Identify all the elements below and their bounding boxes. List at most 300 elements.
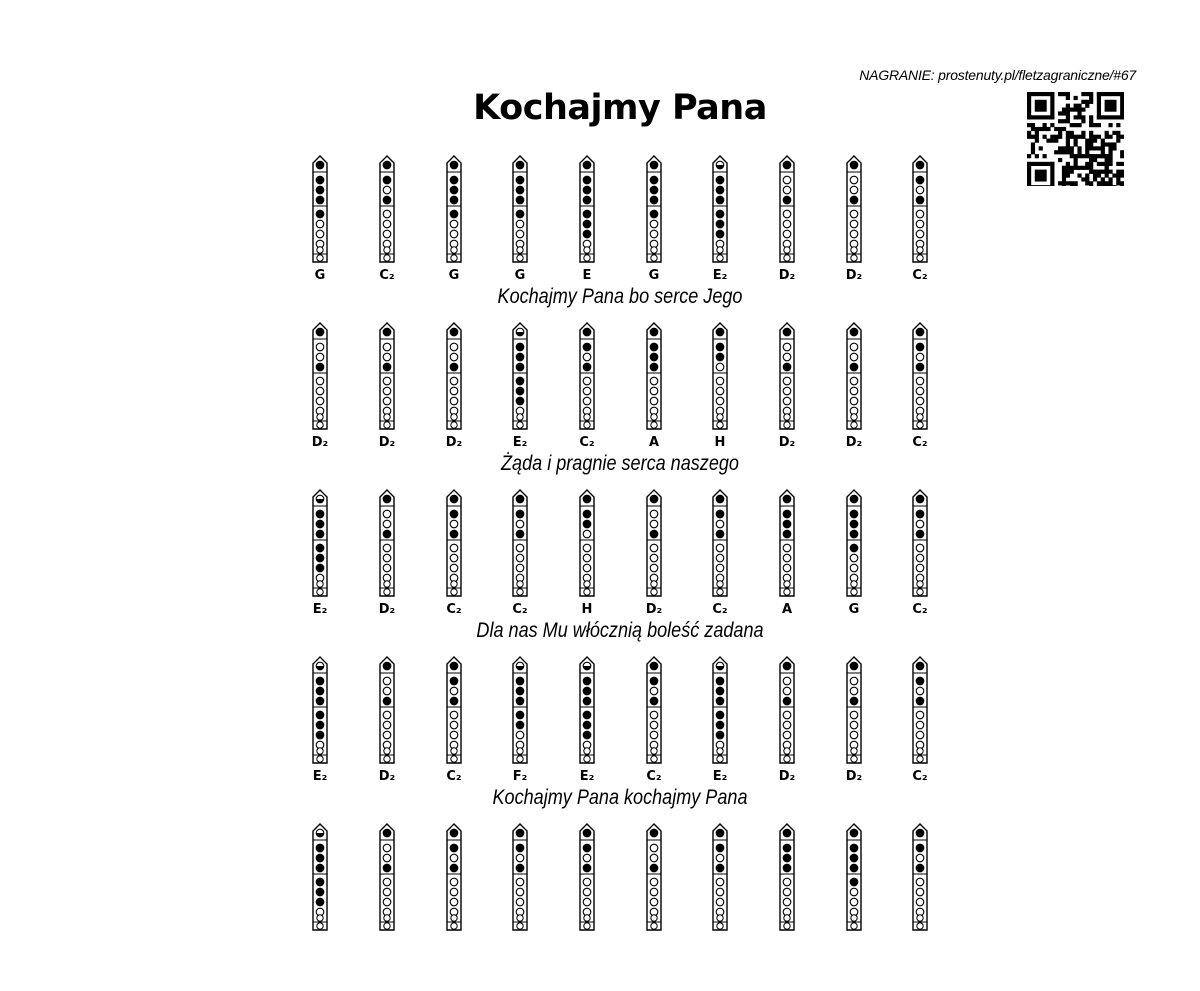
finger-hole [583, 196, 591, 204]
finger-hole [583, 363, 591, 371]
finger-hole [583, 176, 591, 184]
finger-hole [850, 520, 858, 528]
finger-hole [383, 377, 391, 385]
flute-fingering-diagram [843, 155, 865, 271]
finger-hole [516, 564, 524, 572]
thumb-hole [383, 161, 391, 169]
finger-hole [316, 677, 324, 685]
finger-hole [850, 697, 858, 705]
finger-hole [650, 196, 658, 204]
finger-hole [783, 377, 791, 385]
finger-hole [783, 230, 791, 238]
flute-fingering-diagram [643, 823, 665, 939]
finger-hole [916, 186, 924, 194]
finger-hole [516, 230, 524, 238]
flute-fingering-diagram [376, 155, 398, 271]
finger-hole [316, 176, 324, 184]
finger-hole [716, 544, 724, 552]
flute-fingering-diagram [309, 823, 331, 939]
finger-hole [716, 564, 724, 572]
finger-hole [716, 377, 724, 385]
thumb-hole [916, 495, 924, 503]
finger-hole [450, 387, 458, 395]
flute-fingering-diagram [843, 322, 865, 438]
finger-hole [716, 353, 724, 361]
finger-hole [916, 677, 924, 685]
finger-hole [783, 731, 791, 739]
finger-hole [916, 854, 924, 862]
flute-fingering-diagram [709, 155, 731, 271]
finger-hole [716, 898, 724, 906]
finger-hole [783, 564, 791, 572]
finger-hole [850, 230, 858, 238]
finger-hole [716, 363, 724, 371]
flute-fingering-diagram [776, 656, 798, 772]
finger-hole [583, 697, 591, 705]
thumb-hole [450, 829, 458, 837]
finger-hole [316, 721, 324, 729]
flute-fingering-diagram [576, 322, 598, 438]
finger-hole [583, 878, 591, 886]
finger-hole [850, 210, 858, 218]
fingering-row [0, 489, 1200, 657]
flute-fingering-diagram [843, 656, 865, 772]
finger-hole [850, 530, 858, 538]
finger-hole [916, 397, 924, 405]
finger-hole [783, 844, 791, 852]
finger-hole [650, 387, 658, 395]
finger-hole [850, 721, 858, 729]
finger-hole [916, 721, 924, 729]
thumb-hole [650, 495, 658, 503]
finger-hole [383, 387, 391, 395]
flute-fingering-diagram [576, 155, 598, 271]
finger-hole [516, 844, 524, 852]
flute-fingering-diagram [909, 322, 931, 438]
flute-fingering-diagram [509, 656, 531, 772]
finger-hole [450, 898, 458, 906]
flute-fingering-diagram [509, 155, 531, 271]
thumb-hole [650, 662, 658, 670]
finger-hole [316, 898, 324, 906]
finger-hole [316, 343, 324, 351]
note-label: D₂ [645, 602, 663, 617]
lyric-line: Żąda i pragnie serca naszego [501, 452, 739, 475]
finger-hole [783, 397, 791, 405]
thumb-hole [583, 495, 591, 503]
finger-hole [716, 697, 724, 705]
finger-hole [316, 353, 324, 361]
thumb-hole [583, 161, 591, 169]
thumb-hole [916, 328, 924, 336]
finger-hole [316, 864, 324, 872]
finger-hole [716, 711, 724, 719]
finger-hole [383, 176, 391, 184]
finger-hole [383, 687, 391, 695]
flute-fingering-diagram [909, 656, 931, 772]
fingering-row [0, 823, 1200, 991]
finger-hole [516, 888, 524, 896]
finger-hole [450, 377, 458, 385]
finger-hole [583, 377, 591, 385]
finger-hole [716, 220, 724, 228]
finger-hole [583, 520, 591, 528]
finger-hole [450, 363, 458, 371]
finger-hole [650, 687, 658, 695]
flute-fingering-diagram [709, 489, 731, 605]
finger-hole [916, 544, 924, 552]
finger-hole [316, 878, 324, 886]
finger-hole [916, 530, 924, 538]
thumb-hole [650, 829, 658, 837]
finger-hole [850, 343, 858, 351]
finger-hole [450, 520, 458, 528]
thumb-hole [916, 829, 924, 837]
finger-hole [450, 564, 458, 572]
finger-hole [450, 854, 458, 862]
finger-hole [916, 878, 924, 886]
finger-hole [450, 878, 458, 886]
finger-hole [316, 530, 324, 538]
finger-hole [850, 387, 858, 395]
finger-hole [716, 731, 724, 739]
finger-hole [783, 697, 791, 705]
finger-hole [316, 888, 324, 896]
flute-fingering-diagram [443, 322, 465, 438]
finger-hole [383, 230, 391, 238]
finger-hole [383, 220, 391, 228]
finger-hole [716, 520, 724, 528]
finger-hole [716, 554, 724, 562]
flute-fingering-diagram [776, 823, 798, 939]
note-label: H [714, 435, 726, 450]
finger-hole [516, 353, 524, 361]
finger-hole [450, 397, 458, 405]
finger-hole [383, 888, 391, 896]
finger-hole [850, 564, 858, 572]
finger-hole [850, 510, 858, 518]
finger-hole [916, 697, 924, 705]
finger-hole [916, 220, 924, 228]
thumb-hole [516, 829, 524, 837]
finger-hole [650, 888, 658, 896]
finger-hole [716, 176, 724, 184]
finger-hole [650, 898, 658, 906]
note-label: D₂ [778, 435, 796, 450]
note-label: C₂ [712, 602, 728, 617]
thumb-hole [316, 161, 324, 169]
finger-hole [316, 196, 324, 204]
finger-hole [916, 176, 924, 184]
finger-hole [716, 196, 724, 204]
finger-hole [383, 353, 391, 361]
finger-hole [783, 353, 791, 361]
note-label: D₂ [845, 435, 863, 450]
finger-hole [916, 387, 924, 395]
finger-hole [650, 844, 658, 852]
flute-fingering-diagram [709, 656, 731, 772]
finger-hole [316, 564, 324, 572]
note-label: C₂ [912, 435, 928, 450]
recording-link-label[interactable]: NAGRANIE: prostenuty.pl/fletzagraniczne/#67 [859, 67, 1136, 83]
finger-hole [783, 878, 791, 886]
finger-hole [650, 711, 658, 719]
finger-hole [516, 343, 524, 351]
thumb-hole [383, 328, 391, 336]
finger-hole [383, 210, 391, 218]
finger-hole [316, 510, 324, 518]
finger-hole [316, 186, 324, 194]
finger-hole [916, 377, 924, 385]
finger-hole [516, 397, 524, 405]
finger-hole [383, 544, 391, 552]
finger-hole [516, 687, 524, 695]
finger-hole [516, 220, 524, 228]
thumb-hole [516, 161, 524, 169]
note-label: C₂ [912, 769, 928, 784]
flute-fingering-diagram [643, 155, 665, 271]
note-label: G [648, 268, 660, 283]
note-label: D₂ [378, 602, 396, 617]
finger-hole [650, 530, 658, 538]
thumb-hole [316, 328, 324, 336]
finger-hole [783, 554, 791, 562]
finger-hole [516, 711, 524, 719]
flute-fingering-diagram [909, 823, 931, 939]
note-label: H [581, 602, 593, 617]
finger-hole [383, 554, 391, 562]
finger-hole [916, 687, 924, 695]
finger-hole [516, 377, 524, 385]
finger-hole [916, 564, 924, 572]
flute-fingering-diagram [776, 155, 798, 271]
note-label: E₂ [712, 769, 728, 784]
finger-hole [916, 520, 924, 528]
finger-hole [516, 554, 524, 562]
flute-fingering-diagram [843, 823, 865, 939]
finger-hole [850, 186, 858, 194]
finger-hole [450, 230, 458, 238]
finger-hole [783, 530, 791, 538]
finger-hole [783, 888, 791, 896]
finger-hole [450, 888, 458, 896]
finger-hole [450, 687, 458, 695]
finger-hole [850, 377, 858, 385]
finger-hole [516, 677, 524, 685]
finger-hole [650, 564, 658, 572]
finger-hole [583, 898, 591, 906]
finger-hole [450, 864, 458, 872]
finger-hole [716, 677, 724, 685]
finger-hole [583, 844, 591, 852]
finger-hole [383, 186, 391, 194]
finger-hole [716, 844, 724, 852]
flute-fingering-diagram [443, 823, 465, 939]
finger-hole [450, 196, 458, 204]
finger-hole [850, 544, 858, 552]
finger-hole [850, 878, 858, 886]
finger-hole [516, 176, 524, 184]
finger-hole [516, 520, 524, 528]
finger-hole [516, 363, 524, 371]
finger-hole [450, 176, 458, 184]
finger-hole [450, 186, 458, 194]
finger-hole [783, 387, 791, 395]
finger-hole [650, 878, 658, 886]
finger-hole [850, 554, 858, 562]
finger-hole [450, 530, 458, 538]
flute-fingering-diagram [709, 823, 731, 939]
flute-fingering-diagram [509, 823, 531, 939]
finger-hole [450, 343, 458, 351]
finger-hole [650, 697, 658, 705]
finger-hole [383, 530, 391, 538]
finger-hole [450, 210, 458, 218]
finger-hole [716, 530, 724, 538]
finger-hole [516, 196, 524, 204]
finger-hole [383, 564, 391, 572]
finger-hole [450, 510, 458, 518]
finger-hole [916, 864, 924, 872]
finger-hole [583, 530, 591, 538]
finger-hole [583, 721, 591, 729]
finger-hole [850, 864, 858, 872]
finger-hole [583, 220, 591, 228]
finger-hole [916, 844, 924, 852]
finger-hole [383, 878, 391, 886]
finger-hole [583, 343, 591, 351]
thumb-hole [450, 161, 458, 169]
finger-hole [650, 343, 658, 351]
finger-hole [450, 677, 458, 685]
finger-hole [316, 844, 324, 852]
note-label: G [514, 268, 526, 283]
finger-hole [716, 210, 724, 218]
finger-hole [383, 731, 391, 739]
finger-hole [850, 687, 858, 695]
finger-hole [516, 878, 524, 886]
finger-hole [316, 230, 324, 238]
note-label: C₂ [579, 435, 595, 450]
thumb-hole [583, 328, 591, 336]
thumb-hole [783, 161, 791, 169]
finger-hole [316, 697, 324, 705]
finger-hole [650, 210, 658, 218]
thumb-hole [850, 328, 858, 336]
flute-fingering-diagram [309, 656, 331, 772]
finger-hole [850, 363, 858, 371]
thumb-hole [850, 495, 858, 503]
finger-hole [516, 186, 524, 194]
finger-hole [783, 210, 791, 218]
finger-hole [450, 544, 458, 552]
finger-hole [383, 397, 391, 405]
finger-hole [850, 711, 858, 719]
finger-hole [650, 864, 658, 872]
flute-fingering-diagram [643, 489, 665, 605]
note-label: D₂ [445, 435, 463, 450]
finger-hole [716, 230, 724, 238]
finger-hole [916, 554, 924, 562]
finger-hole [850, 731, 858, 739]
finger-hole [383, 721, 391, 729]
finger-hole [583, 353, 591, 361]
finger-hole [716, 510, 724, 518]
note-label: D₂ [378, 435, 396, 450]
finger-hole [583, 564, 591, 572]
finger-hole [650, 544, 658, 552]
finger-hole [783, 544, 791, 552]
finger-hole [850, 677, 858, 685]
finger-hole [316, 544, 324, 552]
page-title: Kochajmy Pana [473, 88, 767, 128]
flute-fingering-diagram [643, 322, 665, 438]
finger-hole [916, 711, 924, 719]
finger-hole [383, 711, 391, 719]
flute-fingering-diagram [509, 322, 531, 438]
finger-hole [583, 510, 591, 518]
finger-hole [316, 377, 324, 385]
finger-hole [716, 721, 724, 729]
finger-hole [916, 230, 924, 238]
thumb-hole [383, 829, 391, 837]
note-label: C₂ [379, 268, 395, 283]
flute-fingering-diagram [576, 823, 598, 939]
finger-hole [583, 854, 591, 862]
finger-hole [383, 196, 391, 204]
finger-hole [716, 864, 724, 872]
finger-hole [383, 898, 391, 906]
note-label: C₂ [446, 769, 462, 784]
finger-hole [783, 864, 791, 872]
finger-hole [650, 721, 658, 729]
flute-fingering-diagram [376, 823, 398, 939]
finger-hole [650, 176, 658, 184]
finger-hole [850, 844, 858, 852]
finger-hole [716, 397, 724, 405]
finger-hole [383, 363, 391, 371]
flute-fingering-diagram [509, 489, 531, 605]
finger-hole [650, 353, 658, 361]
thumb-hole [916, 662, 924, 670]
note-label: E₂ [312, 602, 328, 617]
finger-hole [783, 687, 791, 695]
flute-fingering-diagram [376, 322, 398, 438]
finger-hole [783, 898, 791, 906]
finger-hole [716, 854, 724, 862]
lyric-line: Kochajmy Pana bo serce Jego [497, 285, 743, 308]
flute-fingering-diagram [376, 489, 398, 605]
finger-hole [850, 888, 858, 896]
thumb-hole [450, 328, 458, 336]
finger-hole [650, 854, 658, 862]
note-label: E₂ [712, 268, 728, 283]
note-label: D₂ [778, 769, 796, 784]
finger-hole [650, 363, 658, 371]
finger-hole [583, 186, 591, 194]
note-label: E [582, 268, 592, 283]
finger-hole [450, 731, 458, 739]
finger-hole [383, 864, 391, 872]
finger-hole [316, 554, 324, 562]
finger-hole [316, 220, 324, 228]
note-label: C₂ [512, 602, 528, 617]
note-label: D₂ [845, 268, 863, 283]
note-label: F₂ [512, 769, 528, 784]
flute-fingering-diagram [776, 322, 798, 438]
finger-hole [316, 520, 324, 528]
finger-hole [450, 220, 458, 228]
